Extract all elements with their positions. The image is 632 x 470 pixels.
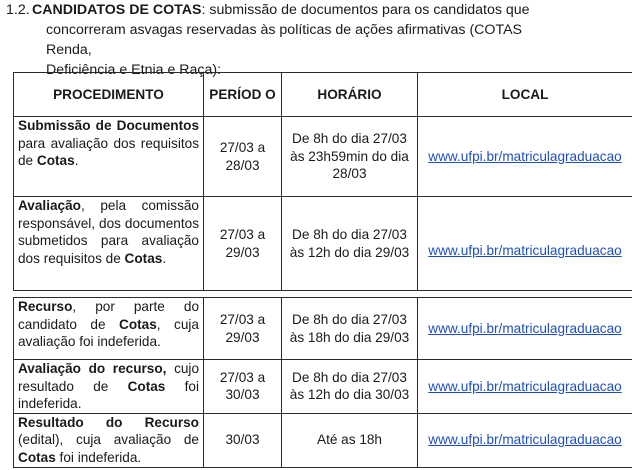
procedure-bold: Avaliação — [18, 198, 81, 213]
procedure-bold: Submissão de Documentos — [18, 118, 199, 133]
local-link[interactable]: www.ufpi.br/matriculagraduacao — [428, 378, 622, 394]
time-cell: De 8h do dia 27/03 às 12h do dia 29/03 — [282, 197, 418, 291]
section-line1: : submissão de documentos para os candidatos que — [201, 2, 530, 18]
procedure-bold: Recurso — [18, 299, 73, 314]
procedure-text: (edital), cuja avaliação de — [18, 432, 199, 448]
procedure-bold-cotas: Cotas — [127, 378, 166, 394]
header-local: LOCAL — [418, 73, 632, 117]
time-cell: De 8h do dia 27/03 às 23h59min do dia 28/03 — [282, 117, 418, 197]
procedure-tail: , cuja avaliação foi indeferida. — [18, 316, 199, 350]
schedule-table — [13, 72, 632, 468]
table-gap — [14, 291, 632, 298]
procedure-cell — [14, 413, 204, 467]
local-cell — [418, 197, 632, 291]
procedure-cell — [14, 360, 204, 414]
procedure-text: para avaliação dos requisitos de — [18, 135, 199, 169]
period-cell: 27/03 a 29/03 — [204, 298, 282, 360]
header-period-text: PERÍOD O — [209, 86, 276, 102]
procedure-bold-cotas: Cotas — [124, 250, 163, 266]
local-link[interactable]: www.ufpi.br/matriculagraduacao — [428, 148, 622, 164]
procedure-cell — [14, 197, 204, 291]
section-line3: Deficiência e Etnia e Raça): — [46, 62, 222, 78]
local-cell — [418, 360, 632, 414]
period-cell: 27/03 a 29/03 — [204, 197, 282, 291]
table-row — [14, 197, 632, 291]
local-link[interactable]: www.ufpi.br/matriculagraduacao — [428, 243, 622, 259]
local-cell — [418, 298, 632, 360]
procedure-tail: foi indeferida. — [55, 449, 142, 465]
procedure-text: cujo resultado de — [18, 361, 200, 394]
procedure-bold: Avaliação do recurso, — [18, 361, 167, 376]
procedure-bold-cotas: Cotas — [119, 316, 157, 332]
table-header-row — [14, 73, 632, 117]
period-cell: 30/03 — [204, 413, 282, 467]
local-link[interactable]: www.ufpi.br/matriculagraduacao — [428, 320, 622, 336]
procedure-bold-cotas: Cotas — [36, 153, 75, 169]
procedure-tail: foi indeferida. — [18, 378, 199, 412]
time-cell: De 8h do dia 27/03 às 18h do dia 29/03 — [282, 298, 418, 360]
local-cell — [418, 413, 632, 467]
section-line2: concorreram asvagas reservadas às políticas de ações afirmativas (COTAS Renda, — [46, 22, 522, 58]
procedure-cell — [14, 117, 204, 197]
table-row — [14, 413, 632, 467]
procedure-tail: . — [162, 250, 167, 266]
procedure-bold-cotas: Cotas — [18, 449, 56, 465]
gap-cell — [14, 291, 632, 298]
section-heading — [6, 0, 566, 80]
section-number: 1.2. — [6, 2, 30, 18]
local-cell — [418, 117, 632, 197]
procedure-tail: . — [74, 153, 79, 169]
procedure-text: , pela comissão responsável, dos documentos submetidos para avaliação dos requisitos de — [18, 198, 199, 266]
header-procedure: PROCEDIMENTO — [14, 73, 204, 117]
header-period — [204, 73, 282, 117]
time-cell: De 8h do dia 27/03 às 12h do dia 30/03 — [282, 360, 418, 414]
section-title: CANDIDATOS DE COTAS — [32, 2, 202, 18]
table-row — [14, 298, 632, 360]
procedure-bold: Resultado do Recurso — [18, 414, 199, 430]
table-row — [14, 117, 632, 197]
period-cell: 27/03 a 28/03 — [204, 117, 282, 197]
table-row — [14, 360, 632, 414]
period-cell: 27/03 a 30/03 — [204, 360, 282, 414]
header-time: HORÁRIO — [282, 73, 418, 117]
time-cell: Até as 18h — [282, 413, 418, 467]
procedure-text: , por parte do candidato de — [18, 299, 199, 332]
procedure-cell — [14, 298, 204, 360]
local-link[interactable]: www.ufpi.br/matriculagraduacao — [428, 432, 622, 448]
